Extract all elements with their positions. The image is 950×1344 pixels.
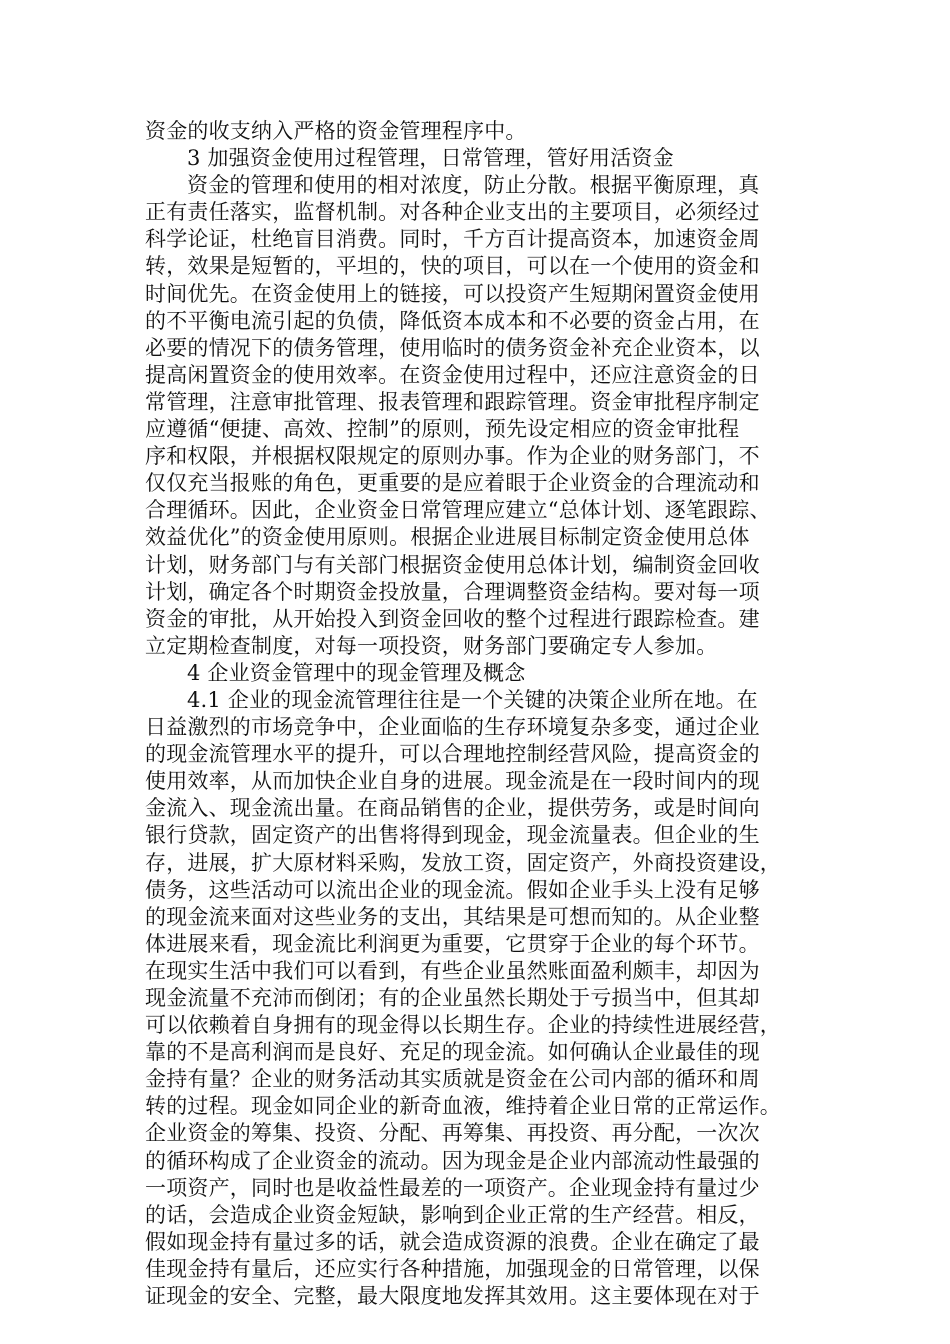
text-line: 应遵循“便捷、高效、控制”的原则，预先设定相应的资金审批程 <box>145 417 740 442</box>
text-line: 日益激烈的市场竞争中，企业面临的生存环境复杂多变，通过企业 <box>145 715 760 740</box>
text-line: 转，效果是短暂的，平坦的，快的项目，可以在一个使用的资金和 <box>145 254 760 279</box>
text-line: 仅仅充当报账的角色，更重要的是应着眼于企业资金的合理流动和 <box>145 471 760 496</box>
text-line: 科学论证，杜绝盲目消费。同时，千方百计提高资本，加速资金周 <box>145 227 760 252</box>
text-line: 立定期检查制度，对每一项投资，财务部门要确定专人参加。 <box>145 633 718 658</box>
text-line: 可以依赖着自身拥有的现金得以长期生存。企业的持续性进展经营， <box>145 1013 781 1038</box>
text-line: 使用效率，从而加快企业自身的进展。现金流是在一段时间内的现 <box>145 769 760 794</box>
text-line: 的现金流来面对这些业务的支出，其结果是可想而知的。从企业整 <box>145 904 760 929</box>
text-line: 资金的收支纳入严格的资金管理程序中。 <box>145 119 527 143</box>
text-line: 靠的不是高利润而是良好、充足的现金流。如何确认企业最佳的现 <box>145 1040 760 1065</box>
text-line: 存，进展，扩大原材料采购，发放工资，固定资产，外商投资建设， <box>145 850 781 875</box>
document-body <box>145 118 795 1310</box>
text-line: 的不平衡电流引起的负债，降低资本成本和不必要的资金占用，在 <box>145 308 760 333</box>
text-line: 的话，会造成企业资金短缺，影响到企业正常的生产经营。相反， <box>145 1202 760 1227</box>
text-line: 提高闲置资金的使用效率。在资金使用过程中，还应注意资金的日 <box>145 362 760 387</box>
text-line: 4.1 企业的现金流管理往往是一个关键的决策企业所在地。在 <box>187 687 758 712</box>
text-line: 假如现金持有量过多的话，就会造成资源的浪费。企业在确定了最 <box>145 1229 760 1254</box>
text-line: 必要的情况下的债务管理，使用临时的债务资金补充企业资本，以 <box>145 335 760 360</box>
text-line: 一项资产，同时也是收益性最差的一项资产。企业现金持有量过少 <box>145 1175 760 1200</box>
text-line: 资金的管理和使用的相对浓度，防止分散。根据平衡原理，真 <box>187 173 760 198</box>
text-line: 现金流量不充沛而倒闭；有的企业虽然长期处于亏损当中，但其却 <box>145 986 760 1010</box>
text-line: 证现金的安全、完整，最大限度地发挥其效用。这主要体现在对于 <box>145 1284 760 1309</box>
text-line: 计划，确定各个时期资金投放量，合理调整资金结构。要对每一项 <box>145 579 760 604</box>
text-line: 的循环构成了企业资金的流动。因为现金是企业内部流动性最强的 <box>145 1148 760 1173</box>
text-line: 金流入、现金流出量。在商品销售的企业，提供劳务，或是时间向 <box>145 796 760 821</box>
text-line: 资金的审批，从开始投入到资金回收的整个过程进行跟踪检查。建 <box>145 606 760 631</box>
text-line: 合理循环。因此，企业资金日常管理应建立“总体计划、逐笔跟踪、 <box>145 498 771 523</box>
text-line: 转的过程。现金如同企业的新奇血液，维持着企业日常的正常运作。 <box>145 1094 781 1119</box>
text-line: 企业资金的筹集、投资、分配、再筹集、再投资、再分配，一次次 <box>145 1121 760 1146</box>
text-line: 银行贷款，固定资产的出售将得到现金，现金流量表。但企业的生 <box>145 823 760 848</box>
text-line: 正有责任落实，监督机制。对各种企业支出的主要项目，必须经过 <box>145 200 760 225</box>
text-line: 常管理，注意审批管理、报表管理和跟踪管理。资金审批程序制定 <box>145 389 760 414</box>
text-line: 佳现金持有量后，还应实行各种措施，加强现金的日常管理，以保 <box>145 1256 760 1281</box>
text-line: 时间优先。在资金使用上的链接，可以投资产生短期闲置资金使用 <box>145 281 760 306</box>
text-line: 体进展来看，现金流比利润更为重要，它贯穿于企业的每个环节。 <box>145 931 760 956</box>
text-line: 金持有量？企业的财务活动其实质就是资金在公司内部的循环和周 <box>145 1067 760 1092</box>
text-line: 序和权限，并根据权限规定的原则办事。作为企业的财务部门，不 <box>145 444 760 469</box>
text-line: 3 加强资金使用过程管理，日常管理，管好用活资金 <box>187 146 674 171</box>
text-line: 的现金流管理水平的提升，可以合理地控制经营风险，提高资金的 <box>145 742 760 767</box>
text-line: 计划，财务部门与有关部门根据资金使用总体计划，编制资金回收 <box>145 552 760 577</box>
text-line: 在现实生活中我们可以看到，有些企业虽然账面盈利颇丰，却因为 <box>145 958 760 983</box>
text-line: 效益优化”的资金使用原则。根据企业进展目标制定资金使用总体 <box>145 525 750 550</box>
text-line: 债务，这些活动可以流出企业的现金流。假如企业手头上没有足够 <box>145 877 760 902</box>
text-line: 4 企业资金管理中的现金管理及概念 <box>187 660 526 685</box>
